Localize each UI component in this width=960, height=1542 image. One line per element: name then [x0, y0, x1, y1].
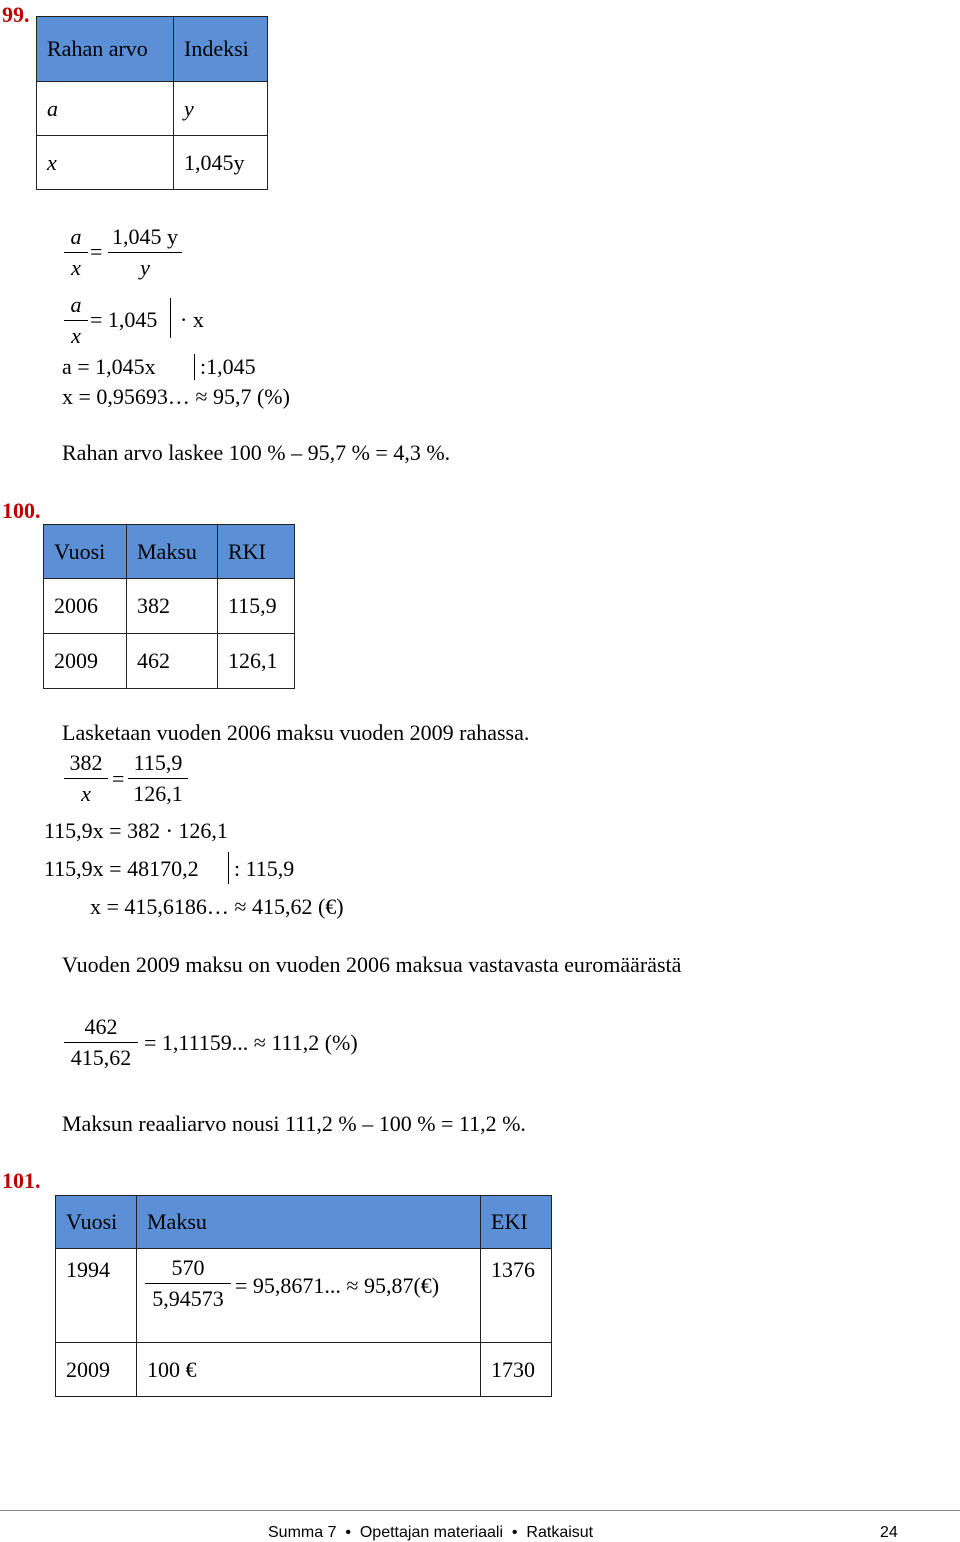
footer-text: Summa 7 • Opettajan materiaali • Ratkaisut: [268, 1524, 594, 1541]
equation-line: 115,9x = 48170,2: [44, 856, 199, 881]
table-100-header-1: Vuosi: [44, 525, 127, 579]
table-101-cell: 2009: [56, 1343, 137, 1397]
table-99-cell: a: [37, 82, 174, 136]
problem-number-99: 99.: [2, 2, 30, 27]
equation-rhs: = 95,8671... ≈ 95,87(€): [235, 1273, 440, 1298]
table-101: [55, 1195, 552, 1397]
table-101-cell: 1376: [481, 1249, 552, 1343]
table-101-cell: 1994: [56, 1249, 137, 1343]
table-101-cell: 1730: [481, 1343, 552, 1397]
table-99-cell: 1,045y: [174, 136, 268, 190]
table-100-cell: 382: [127, 579, 218, 634]
operation: : 115,9: [234, 856, 295, 881]
operation-divider: [170, 298, 171, 338]
table-101-cell: 100 €: [137, 1343, 481, 1397]
page-number: 24: [880, 1524, 898, 1541]
equation-line: x = 415,6186… ≈ 415,62 (€): [90, 894, 344, 919]
operation-divider: [194, 354, 195, 380]
table-100: [43, 524, 295, 689]
table-101-header-1: Vuosi: [56, 1196, 137, 1249]
table-101-header-2: Maksu: [137, 1196, 481, 1249]
operation: :1,045: [200, 354, 256, 379]
table-100-header-3: RKI: [218, 525, 295, 579]
table-99-cell: y: [174, 82, 268, 136]
conclusion-99: Rahan arvo laskee 100 % – 95,7 % = 4,3 %.: [62, 440, 451, 465]
equals-sign: =: [112, 766, 125, 791]
equation-line: 115,9x = 382 · 126,1: [44, 818, 228, 843]
problem-number-101: 101.: [2, 1168, 41, 1193]
conclusion-100: Maksun reaaliarvo nousi 111,2 % – 100 % = 11,2 %.: [62, 1111, 526, 1136]
operation-divider: [228, 852, 229, 884]
table-99-cell: x: [37, 136, 174, 190]
equation-rhs: = 1,11159... ≈ 111,2 (%): [144, 1030, 358, 1055]
fraction-1045y-over-y: 1,045 y y: [108, 226, 182, 279]
table-100-cell: 2009: [44, 634, 127, 689]
problem-number-100: 100.: [2, 498, 41, 523]
equation-line: a = 1,045x: [62, 354, 156, 379]
table-100-cell: 462: [127, 634, 218, 689]
table-99-header-1: Rahan arvo: [37, 17, 174, 82]
table-101-header-3: EKI: [481, 1196, 552, 1249]
fraction-570-over-594573: 570 5,94573: [145, 1257, 231, 1310]
table-100-cell: 2006: [44, 579, 127, 634]
equation-rhs: = 1,045: [90, 307, 158, 332]
operation: · x: [180, 307, 204, 332]
equation-line: x = 0,95693… ≈ 95,7 (%): [62, 384, 290, 409]
table-101-cell-formula: [137, 1249, 481, 1343]
intro-100: Lasketaan vuoden 2006 maksu vuoden 2009 rahassa.: [62, 720, 530, 745]
footer-rule: [0, 1510, 960, 1511]
fraction-a-over-x: a x: [64, 226, 88, 279]
text-100: Vuoden 2009 maksu on vuoden 2006 maksua vastavasta euromäärästä: [62, 952, 682, 977]
table-100-header-2: Maksu: [127, 525, 218, 579]
equals-sign: =: [90, 239, 103, 264]
fraction-382-over-x: 382 x: [64, 752, 108, 805]
table-100-cell: 126,1: [218, 634, 295, 689]
fraction-1159-over-1261: 115,9 126,1: [128, 752, 188, 805]
table-99-header-2: Indeksi: [174, 17, 268, 82]
fraction-a-over-x: a x: [64, 294, 88, 347]
table-100-cell: 115,9: [218, 579, 295, 634]
table-99: [36, 16, 268, 190]
fraction-462-over-41562: 462 415,62: [64, 1016, 138, 1069]
